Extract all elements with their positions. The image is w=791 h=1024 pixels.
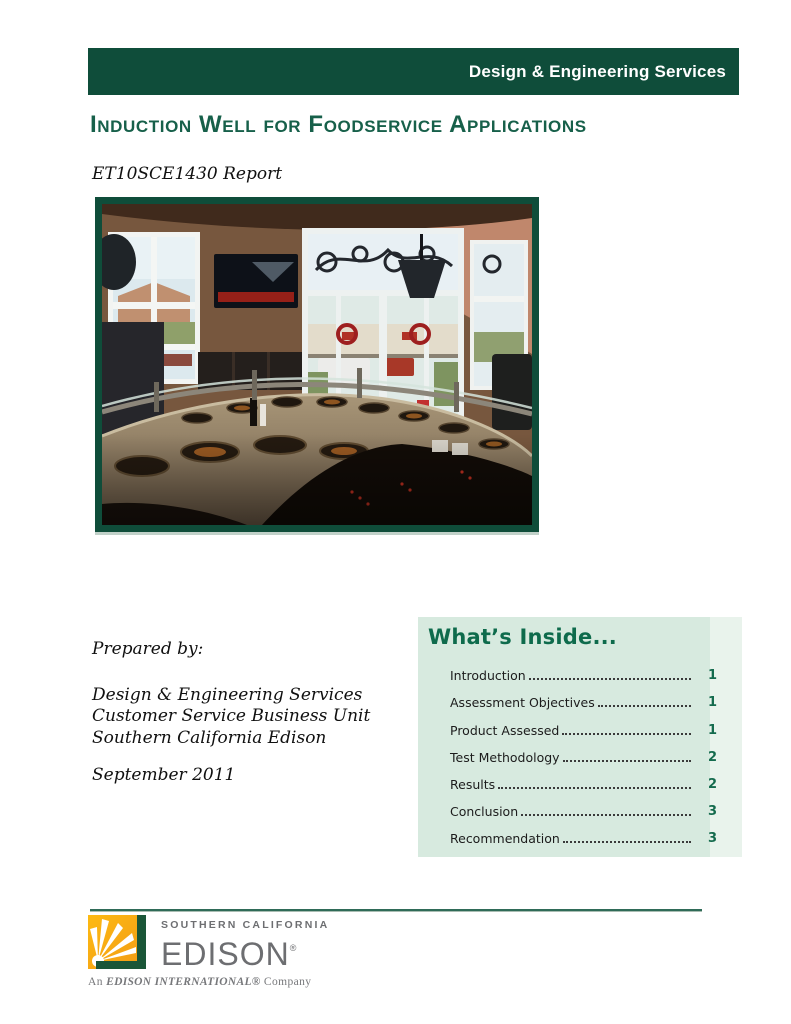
toc-leader-dots — [563, 760, 691, 762]
toc-leader-dots — [598, 705, 691, 707]
cover-photo — [95, 197, 539, 532]
toc-item-page: 2 — [708, 776, 718, 792]
toc-item — [450, 658, 738, 685]
prepared-by-block — [92, 639, 412, 787]
toc-leader-dots — [562, 733, 691, 735]
banner-label: Design & Engineering Services — [468, 61, 726, 81]
sce-logo-line2: EDISON® — [161, 936, 297, 972]
toc-leader-dots — [521, 814, 691, 816]
header-banner — [88, 48, 739, 95]
sce-logo-line1: SOUTHERN CALIFORNIA — [161, 919, 330, 931]
toc-item-page: 3 — [708, 831, 718, 847]
table-of-contents — [428, 658, 742, 848]
toc-item — [450, 821, 738, 848]
prepared-by-org-1: Design & Engineering Services — [92, 684, 363, 705]
cover-photo-illustration — [102, 204, 532, 525]
toc-item-label: Results — [450, 776, 496, 792]
toc-item-label: Conclusion — [450, 804, 519, 820]
toc-item-label: Test Methodology — [450, 749, 560, 765]
toc-item-page: 3 — [708, 804, 718, 820]
sce-logo-text — [161, 919, 329, 970]
prepared-by-label: Prepared by: — [92, 639, 204, 659]
toc-item-label: Recommendation — [450, 831, 560, 847]
toc-item — [450, 794, 738, 821]
whats-inside-title: What’s Inside... — [428, 625, 617, 649]
report-code: ET10SCE1430 Report — [92, 164, 283, 184]
registered-mark: ® — [289, 943, 297, 953]
edison-international-brand: EDISON INTERNATIONAL® — [106, 976, 261, 988]
toc-leader-dots — [498, 787, 691, 789]
toc-item — [450, 712, 738, 739]
whats-inside-panel — [418, 617, 742, 857]
footer-rule — [90, 909, 702, 912]
toc-item-page: 1 — [708, 695, 718, 711]
toc-item-label: Introduction — [450, 668, 526, 684]
prepared-by-org-2: Customer Service Business Unit — [92, 706, 371, 726]
toc-item-label: Product Assessed — [450, 722, 560, 738]
report-title: Induction Well for Foodservice Applications — [90, 111, 587, 138]
toc-item-label: Assessment Objectives — [450, 695, 595, 711]
toc-leader-dots — [563, 841, 691, 843]
toc-leader-dots — [529, 678, 691, 680]
toc-item-page: 1 — [708, 722, 718, 738]
report-date: September 2011 — [92, 765, 236, 785]
sunburst-icon — [88, 915, 146, 969]
toc-item — [450, 685, 738, 712]
toc-item-page: 2 — [708, 749, 718, 765]
toc-item-page: 1 — [708, 668, 718, 684]
toc-item — [450, 740, 738, 767]
prepared-by-org-3: Southern California Edison — [92, 727, 327, 748]
sce-tagline: An EDISON INTERNATIONAL® Company — [88, 976, 312, 988]
toc-item — [450, 767, 738, 794]
sce-logo-mark — [88, 915, 146, 969]
